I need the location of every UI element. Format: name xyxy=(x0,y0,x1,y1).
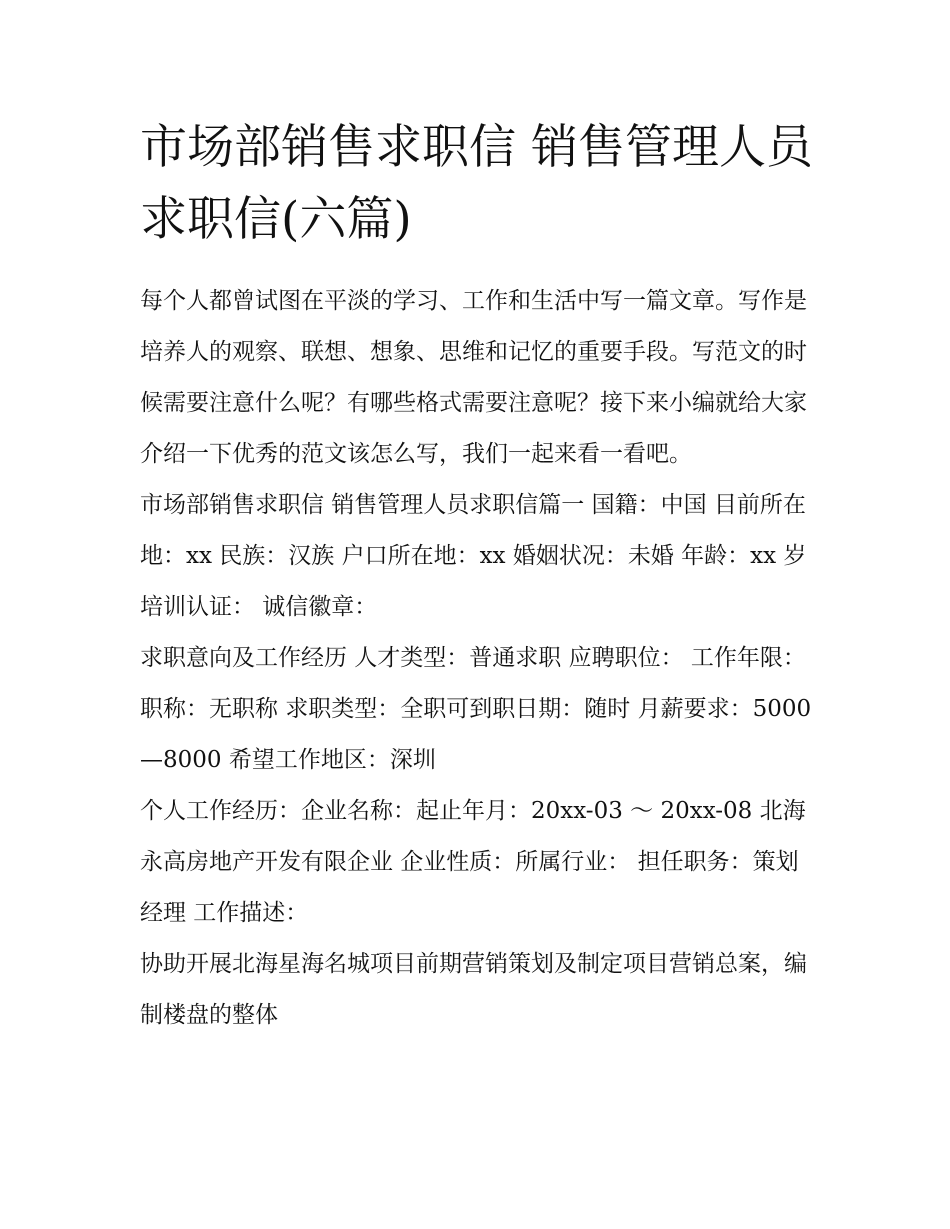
job-description-paragraph: 协助开展北海星海名城项目前期营销策划及制定项目营销总案，编制楼盘的整体 xyxy=(140,951,807,1028)
personal-info-paragraph: 市场部销售求职信 销售管理人员求职信篇一 国籍：中国 目前所在地：xx 民族：汉族 户口所在地：xx 婚姻状况：未婚 年龄：xx 岁 培训认证： 诚信徽章： xyxy=(140,492,807,620)
document-title: 市场部销售求职信 销售管理人员求职信(六篇) xyxy=(140,120,813,247)
intro-paragraph: 每个人都曾试图在平淡的学习、工作和生活中写一篇文章。写作是培养人的观察、联想、想象、思维和记忆的重要手段。写范文的时候需要注意什么呢？有哪些格式需要注意呢？接下来小编就给大家介绍一下优秀的范文该怎么写，我们一起来看一看吧。 xyxy=(140,288,807,467)
work-experience-paragraph: 个人工作经历：企业名称：起止年月：20xx-03 ～ 20xx-08 北海永高房地产开发有限企业 企业性质：所属行业： 担任职务：策划经理 工作描述： xyxy=(140,798,806,926)
job-intention-paragraph: 求职意向及工作经历 人才类型：普通求职 应聘职位： 工作年限：职称：无职称 求职类型：全职可到职日期：随时 月薪要求：5000—8000 希望工作地区：深圳 xyxy=(140,645,812,773)
document-body xyxy=(140,276,815,1041)
